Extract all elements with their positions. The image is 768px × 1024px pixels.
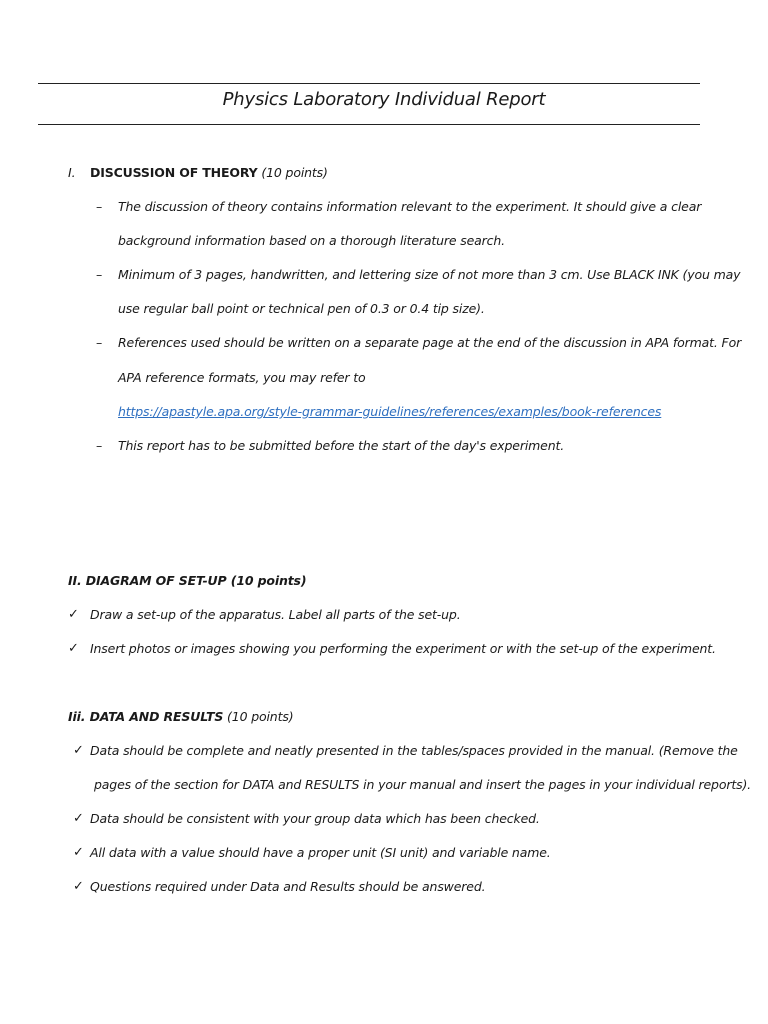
s2-item2: Insert photos or images showing you performing the experiment or with the set-up of the experiment. <box>90 641 716 656</box>
s1-b2-line1: Minimum of 3 pages, handwritten, and lettering size of not more than 3 cm. Use BLACK INK (you may <box>118 267 741 282</box>
section1-number: I. <box>68 165 76 180</box>
s3-item1-line1: Data should be complete and neatly presented in the tables/spaces provided in the manual. (Remove the <box>90 743 738 758</box>
s1-b3-line1: References used should be written on a separate page at the end of the discussion in APA format. For <box>118 335 742 350</box>
check-icon: ✓ <box>68 641 79 656</box>
apa-reference-link-line <box>118 404 661 420</box>
section3-heading-line <box>68 709 293 725</box>
s3-item1-line2: pages of the section for DATA and RESULTS in your manual and insert the pages in your individual reports). <box>94 777 751 792</box>
title-bottom-rule <box>38 124 700 125</box>
check-icon: ✓ <box>73 879 84 894</box>
dash-3: – <box>96 335 103 350</box>
page-title: Physics Laboratory Individual Report <box>222 89 546 110</box>
dash-4: – <box>96 438 103 453</box>
section1-heading-line <box>90 165 328 181</box>
section1-heading: DISCUSSION OF THEORY <box>90 165 258 180</box>
top-rule <box>38 83 700 84</box>
s1-b3-line2: APA reference formats, you may refer to <box>118 370 366 385</box>
dash-1: – <box>96 199 103 214</box>
section3-points: (10 points) <box>227 709 294 724</box>
s1-b2-line2: use regular ball point or technical pen of 0.3 or 0.4 tip size). <box>118 301 485 316</box>
s1-b1-line1: The discussion of theory contains information relevant to the experiment. It should give a clear <box>118 199 702 214</box>
check-icon: ✓ <box>73 743 84 758</box>
section2-heading: II. DIAGRAM OF SET-UP (10 points) <box>68 573 307 588</box>
s1-b4-line1: This report has to be submitted before the start of the day's experiment. <box>118 438 565 453</box>
s2-item1: Draw a set-up of the apparatus. Label all parts of the set-up. <box>90 607 461 622</box>
dash-2: – <box>96 267 103 282</box>
s1-b1-line2: background information based on a thorough literature search. <box>118 233 505 248</box>
s3-item2: Data should be consistent with your group data which has been checked. <box>90 811 540 826</box>
check-icon: ✓ <box>73 811 84 826</box>
apa-reference-link[interactable]: https://apastyle.apa.org/style-grammar-guidelines/references/examples/book-references <box>118 404 662 419</box>
s3-item3: All data with a value should have a proper unit (SI unit) and variable name. <box>90 845 551 860</box>
section3-heading: Iii. DATA AND RESULTS <box>68 709 224 724</box>
check-icon: ✓ <box>68 607 79 622</box>
section1-points: (10 points) <box>261 165 328 180</box>
s3-item4: Questions required under Data and Results should be answered. <box>90 879 486 894</box>
check-icon: ✓ <box>73 845 84 860</box>
